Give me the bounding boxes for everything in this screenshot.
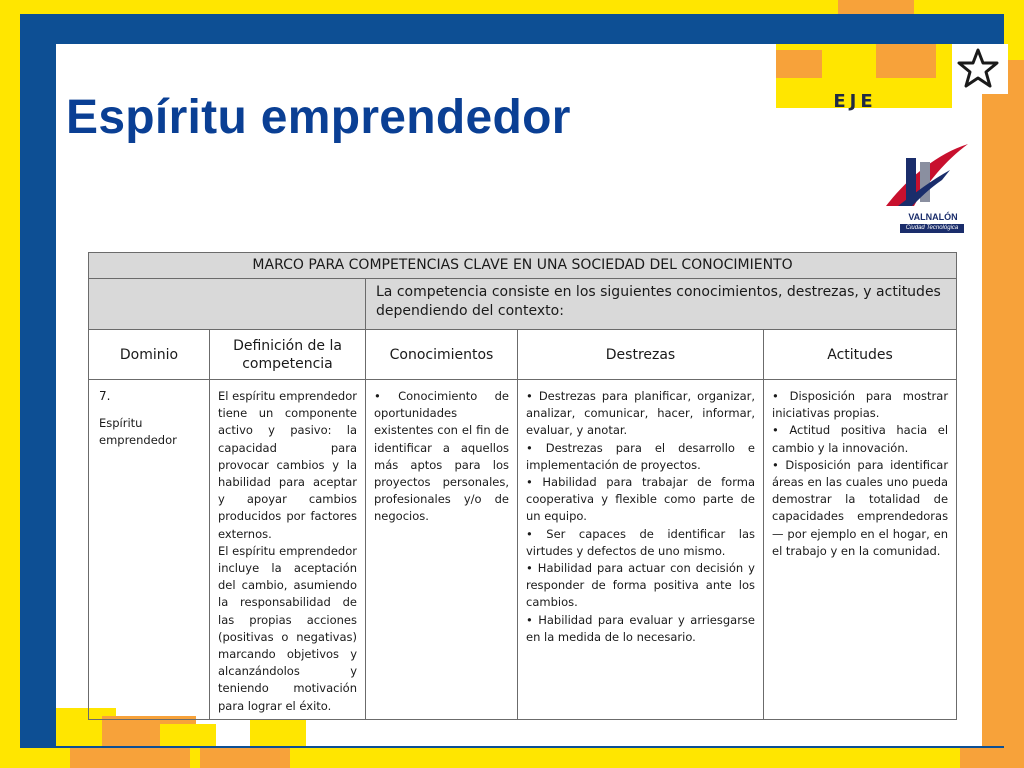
conocimientos-item: • Conocimiento de oportunidades existentes con el fin de identificar a aquellos más aptos para los proyectos personales, profesionales y/o de negocios. bbox=[374, 389, 509, 524]
valnalon-name: VALNALÓN bbox=[908, 212, 958, 222]
table-subheader: La competencia consiste en los siguientes conocimientos, destrezas, y actitudes dependiendo del contexto: bbox=[366, 279, 957, 330]
decor-orange-block bbox=[876, 44, 936, 78]
column-header-destrezas: Destrezas bbox=[518, 330, 764, 380]
cell-definicion bbox=[210, 380, 366, 720]
table-row bbox=[89, 380, 957, 720]
cell-actitudes bbox=[764, 380, 957, 720]
actitudes-item: • Disposición para identificar áreas en las cuales uno pueda demostrar la totalidad de capacidades emprendedoras — por ejemplo en el hogar, en el trabajo y en la comunidad. bbox=[772, 457, 949, 558]
destrezas-item: • Destrezas para el desarrollo e implementación de proyectos. bbox=[526, 440, 755, 472]
column-header-dominio: Dominio bbox=[89, 330, 210, 380]
valnalon-logo bbox=[876, 140, 972, 236]
table-header-blank bbox=[89, 279, 366, 330]
column-header-conocimientos: Conocimientos bbox=[366, 330, 518, 380]
definicion-paragraph: El espíritu emprendedor incluye la aceptación del cambio, asumiendo la responsabilidad de las propias acciones (positivas o negativas) marcando objetivos y alcanzándolos y teniendo motivación para lograr el éxito. bbox=[218, 543, 357, 713]
cell-dominio bbox=[89, 380, 210, 720]
destrezas-item: • Habilidad para trabajar de forma cooperativa y flexible como parte de un equipo. bbox=[526, 475, 755, 524]
table-title: MARCO PARA COMPETENCIAS CLAVE EN UNA SOCIEDAD DEL CONOCIMIENTO bbox=[89, 253, 957, 279]
definicion-paragraph: El espíritu emprendedor tiene un componente activo y pasivo: la capacidad para provocar cambios y la habilidad para aceptar y apoyar cambios producidos por factores externos. bbox=[218, 389, 357, 541]
eje-logo: EJE bbox=[833, 91, 877, 112]
star-logo bbox=[952, 44, 1004, 94]
destrezas-item: • Destrezas para planificar, organizar, analizar, comunicar, hacer, informar, evaluar, y anotar. bbox=[526, 389, 755, 438]
actitudes-item: • Actitud positiva hacia el cambio y la innovación. bbox=[772, 423, 949, 455]
cell-conocimientos bbox=[366, 380, 518, 720]
star-outline-icon bbox=[952, 44, 1004, 94]
destrezas-item: • Ser capaces de identificar las virtudes y defectos de uno mismo. bbox=[526, 526, 755, 558]
decor-orange-block bbox=[982, 94, 1008, 746]
slide-frame bbox=[20, 14, 1004, 748]
decor-yellow-block bbox=[250, 720, 306, 746]
competencias-table bbox=[88, 252, 957, 720]
cell-destrezas bbox=[518, 380, 764, 720]
decor-orange-block bbox=[776, 50, 822, 78]
column-header-actitudes: Actitudes bbox=[764, 330, 957, 380]
valnalon-emblem-icon bbox=[876, 140, 972, 212]
destrezas-item: • Habilidad para actuar con decisión y responder de forma positiva ante los cambios. bbox=[526, 561, 755, 610]
actitudes-item: • Disposición para mostrar iniciativas propias. bbox=[772, 389, 949, 421]
dominio-name: Espíritu emprendedor bbox=[99, 416, 177, 448]
page-title: Espíritu emprendedor bbox=[66, 91, 571, 144]
decor-yellow-block bbox=[160, 724, 216, 746]
dominio-number: 7. bbox=[99, 389, 111, 403]
valnalon-subtitle: Ciudad Tecnológica bbox=[900, 224, 964, 233]
slide-canvas bbox=[56, 44, 1008, 746]
column-header-definicion: Definición de la competencia bbox=[210, 330, 366, 380]
destrezas-item: • Habilidad para evaluar y arriesgarse en la medida de lo necesario. bbox=[526, 612, 755, 644]
